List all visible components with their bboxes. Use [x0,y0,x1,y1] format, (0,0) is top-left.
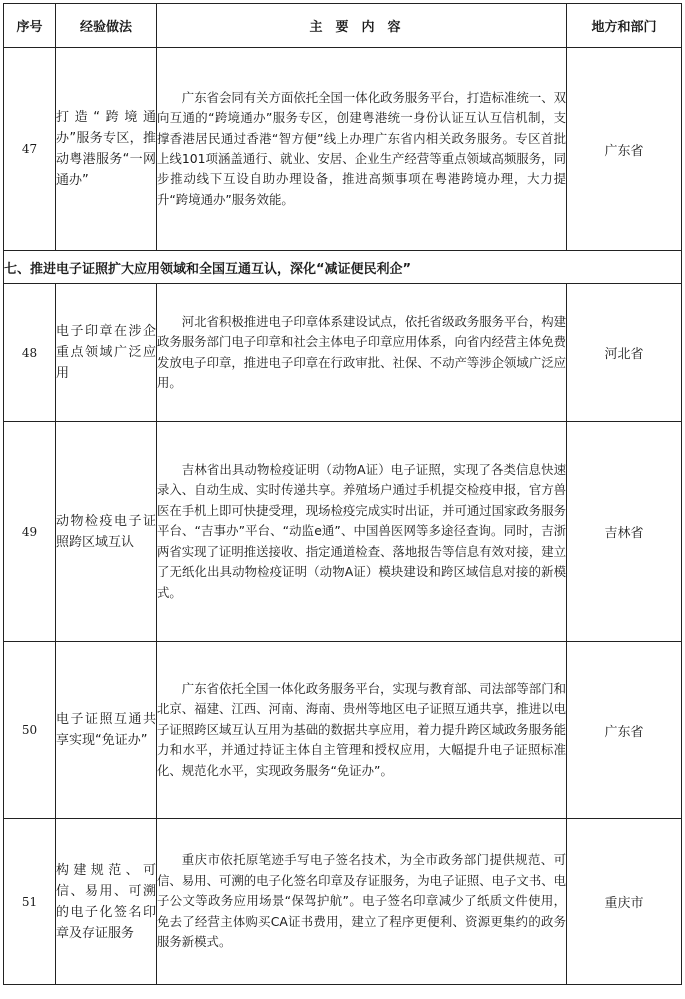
row-num: 49 [4,422,56,642]
row-dept: 吉林省 [567,422,682,642]
header-content: 主要内容 [157,4,567,48]
header-num: 序号 [4,4,56,48]
row-content: 河北省积极推进电子印章体系建设试点，依托省级政务服务平台，构建政务服务部门电子印章和社会主体电子印章应用体系，向省内经营主体免费发放电子印章，推进电子印章在行政审批、社保、不动产等涉企领域广泛应用。 [157,284,567,422]
row-method: 打造“跨境通办”服务专区，推动粤港服务“一网通办” [56,48,157,251]
row-dept: 河北省 [567,284,682,422]
row-method: 构建规范、可信、易用、可溯的电子化签名印章及存证服务 [56,819,157,985]
practices-table [3,3,682,985]
row-num: 50 [4,642,56,819]
row-num: 47 [4,48,56,251]
table-row [4,819,682,985]
section-row [4,251,682,284]
row-method: 电子印章在涉企重点领域广泛应用 [56,284,157,422]
row-num: 51 [4,819,56,985]
row-content: 广东省依托全国一体化政务服务平台，实现与教育部、司法部等部门和北京、福建、江西、河南、海南、贵州等地区电子证照互通共享，推进以电子证照跨区域互认互用为基础的数据共享应用，着力提升跨区域政务服务能力和水平，并通过持证主体自主管理和授权应用，大幅提升电子证照标准化、规范化水平，实现政务服务“免证办”。 [157,642,567,819]
header-row [4,4,682,48]
section-heading: 七、推进电子证照扩大应用领域和全国互通互认，深化“减证便民利企” [4,251,682,284]
header-dept: 地方和部门 [567,4,682,48]
row-content: 广东省会同有关方面依托全国一体化政务服务平台，打造标准统一、双向互通的“跨境通办”服务专区，创建粤港统一身份认证互认互信机制，支撑香港居民通过香港“智方便”线上办理广东省内相关政务服务。专区首批上线101项涵盖通行、就业、安居、企业生产经营等重点领域高频服务，同步推动线下互设自助办理设备，推进高频事项在粤港跨境办理，大力提升“跨境通办”服务效能。 [157,48,567,251]
row-dept: 重庆市 [567,819,682,985]
table-row [4,422,682,642]
header-method: 经验做法 [56,4,157,48]
row-dept: 广东省 [567,48,682,251]
row-method: 电子证照互通共享实现“免证办” [56,642,157,819]
row-content: 吉林省出具动物检疫证明（动物A证）电子证照，实现了各类信息快速录入、自动生成、实时传递共享。养殖场户通过手机提交检疫申报，官方兽医在手机上即可快捷受理，现场检疫完成实时出证，并可通过国家政务服务平台、“吉事办”平台、“动监e通”、中国兽医网等多途径查询。同时，吉浙两省实现了证明推送接收、指定通道检查、落地报告等信息有效对接，建立了无纸化出具动物检疫证明（动物A证）模块建设和跨区域信息对接的新模式。 [157,422,567,642]
row-method: 动物检疫电子证照跨区域互认 [56,422,157,642]
table-row [4,642,682,819]
table-row [4,48,682,251]
table-row [4,284,682,422]
row-content: 重庆市依托原笔迹手写电子签名技术，为全市政务部门提供规范、可信、易用、可溯的电子化签名印章及存证服务，为电子证照、电子文书、电子公文等政务应用场景“保驾护航”。电子签名印章减少了纸质文件使用，免去了经营主体购买CA证书费用，建立了程序更便利、资源更集约的政务服务新模式。 [157,819,567,985]
row-num: 48 [4,284,56,422]
row-dept: 广东省 [567,642,682,819]
